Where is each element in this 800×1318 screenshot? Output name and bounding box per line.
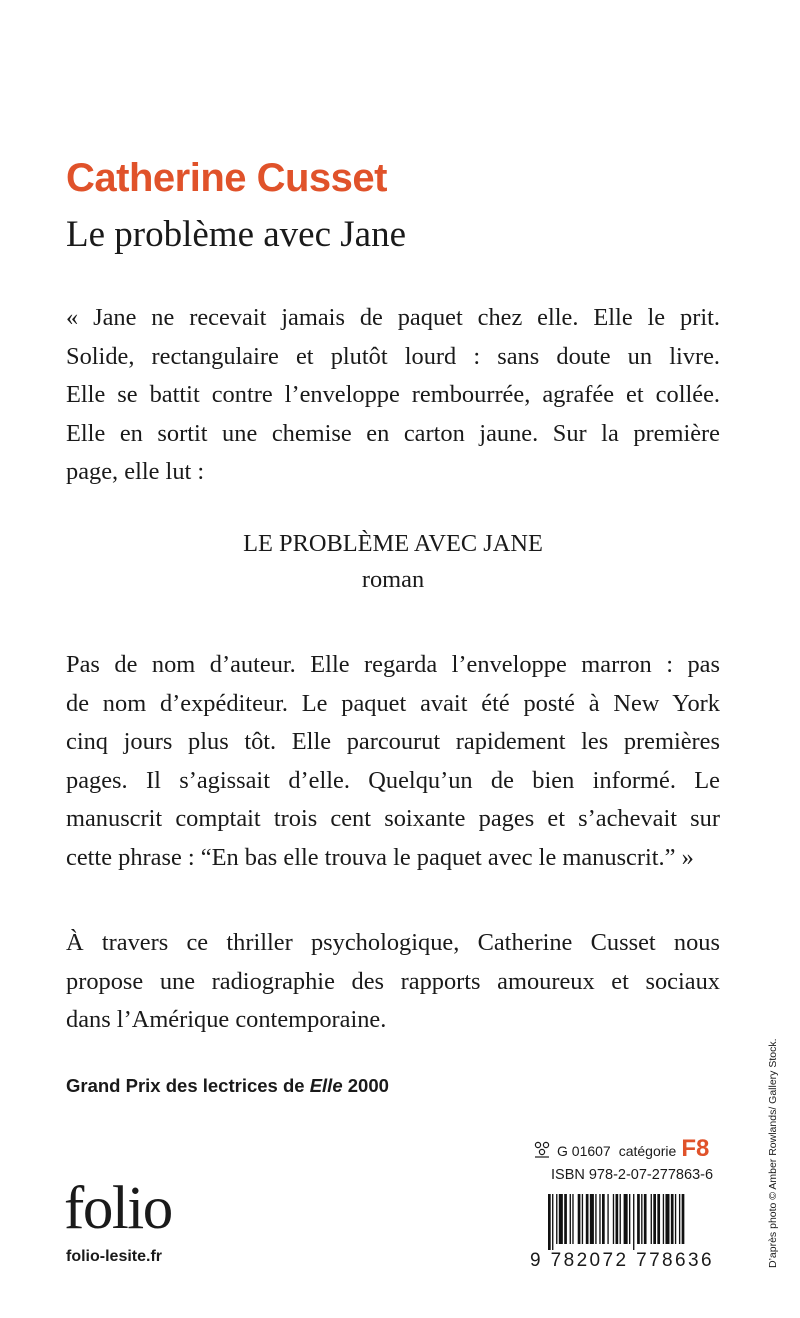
barcode-bar (607, 1194, 608, 1244)
summary-line: dans l’Amérique contemporaine. (66, 1006, 387, 1033)
barcode-bar (556, 1194, 557, 1244)
barcode-bar (644, 1194, 647, 1244)
prize-magazine: Elle (309, 1075, 343, 1096)
barcode-bar (651, 1194, 652, 1244)
manuscript-title-text: LE PROBLÈME AVEC JANE (243, 530, 543, 557)
barcode-bar (570, 1194, 571, 1244)
excerpt-line: « Jane ne recevait jamais de paquet chez elle. Elle le prit. (66, 304, 720, 331)
manuscript-subtitle: roman (361, 566, 425, 593)
barcode (548, 1194, 720, 1250)
book-title: Le problème avec Jane (66, 214, 407, 255)
barcode-bar (682, 1194, 685, 1244)
barcode-bar (559, 1194, 563, 1244)
barcode-bar (653, 1194, 656, 1244)
excerpt-paragraph-2 (66, 646, 720, 877)
barcode-bar (637, 1194, 640, 1244)
excerpt-line: Solide, rectangulaire et plutôt lourd : sans doute un livre. (66, 342, 720, 370)
excerpt-line: Elle en sortit une chemise en carton jaune. Sur la première (66, 419, 720, 447)
excerpt-paragraph-1 (66, 299, 720, 492)
barcode-bar (671, 1194, 674, 1244)
summary-paragraph (66, 924, 720, 1040)
prize-text: Grand Prix des lectrices de (66, 1075, 310, 1096)
excerpt-line: cette phrase : “En bas elle trouva le paquet avec le manuscrit.” » (66, 843, 694, 871)
barcode-bar (663, 1194, 664, 1244)
barcode-bar (629, 1194, 630, 1244)
barcode-bar (552, 1194, 553, 1250)
summary-line: propose une radiographie des rapports amoureux et sociaux (66, 967, 720, 995)
barcode-bar (665, 1194, 669, 1244)
barcode-bar (582, 1194, 583, 1244)
prize-year: 2000 (342, 1075, 389, 1096)
barcode-bar (633, 1194, 634, 1250)
excerpt-line: Pas de nom d’auteur. Elle regarda l’enveloppe marron : pas (66, 651, 720, 678)
category-label: catégorie (618, 1143, 677, 1159)
barcode-bar (548, 1194, 551, 1250)
barcode-bar (595, 1194, 596, 1244)
excerpt-line: manuscrit comptait trois cent soixante pages et s’achevait sur (66, 805, 720, 832)
barcode-bar (602, 1194, 605, 1244)
barcode-bar (641, 1194, 642, 1244)
barcode-bar (572, 1194, 573, 1244)
excerpt-line: Elle se battit contre l’enveloppe rembourrée, agrafée et collée. (66, 381, 720, 408)
barcode-bar (624, 1194, 628, 1244)
barcode-bar (613, 1194, 614, 1244)
manuscript-title (66, 526, 720, 598)
barcode-bar (616, 1194, 619, 1244)
author-name: Catherine Cusset (66, 156, 387, 200)
excerpt-line: cinq jours plus tôt. Elle parcourut rapidement les premières (66, 728, 720, 755)
barcode-bar (586, 1194, 589, 1244)
barcode-bar (679, 1194, 680, 1244)
excerpt-line: de nom d’expéditeur. Le paquet avait été posté à New York (66, 689, 720, 717)
barcode-bar (590, 1194, 594, 1244)
folio-logo: folio (64, 1175, 172, 1242)
barcode-bar (657, 1194, 660, 1244)
barcode-bar (564, 1194, 567, 1244)
barcode-bar (620, 1194, 621, 1244)
barcode-bar (675, 1194, 676, 1244)
publisher-website: folio-lesite.fr (66, 1248, 163, 1265)
photo-credit: D’après photo © Amber Rowlands/ Gallery Stock. (767, 1038, 779, 1268)
catalog-code: G 01607 (557, 1143, 611, 1159)
excerpt-line: pages. Il s’agissait d’elle. Quelqu’un de bien informé. Le (66, 766, 720, 794)
prize-line (66, 1075, 389, 1097)
excerpt-line: page, elle lut : (66, 458, 205, 485)
barcode-bar (578, 1194, 581, 1244)
barcode-bar (599, 1194, 600, 1244)
catalog-line (533, 1135, 723, 1163)
barcode-digits: 9 782072 778636 (530, 1250, 714, 1271)
gallimard-mark-icon (533, 1140, 551, 1158)
isbn: ISBN 978-2-07-277863-6 (551, 1167, 714, 1183)
category-code: F8 (681, 1135, 710, 1162)
summary-line: À travers ce thriller psychologique, Catherine Cusset nous (66, 929, 720, 956)
